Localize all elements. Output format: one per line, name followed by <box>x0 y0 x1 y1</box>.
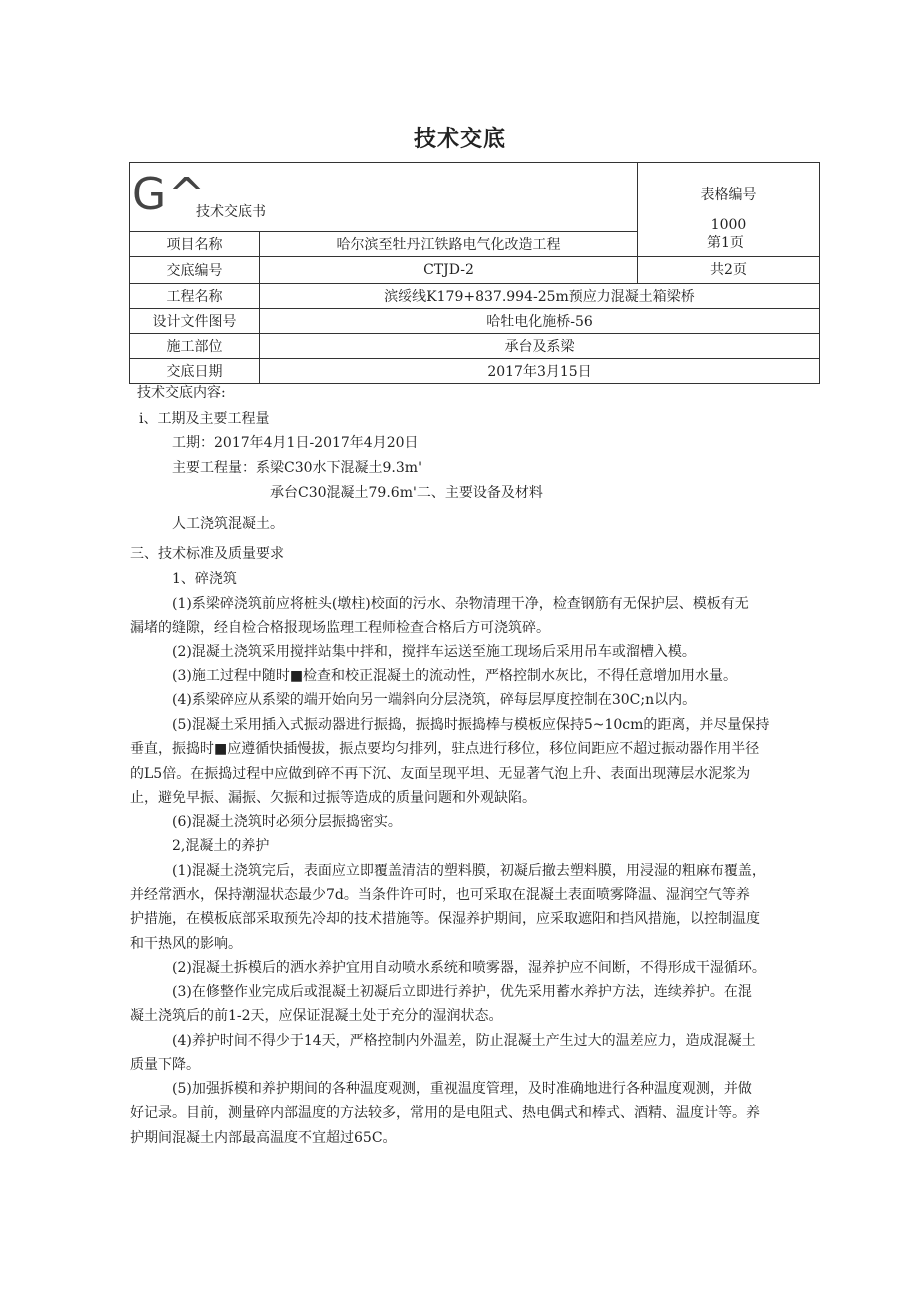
subsection-heading: 1、碎浇筑 <box>172 571 237 587</box>
content-line: 好记录。目前，测量碎内部温度的方法较多，常用的是电阻式、热电偶式和棒式、酒精、温度计等。养 <box>130 1105 760 1121</box>
row-label: 交底编号 <box>130 257 260 284</box>
content-line: 质量下降。 <box>130 1057 200 1073</box>
book-title: 技术交底书 <box>196 204 266 220</box>
form-number-label: 表格编号 <box>700 186 757 203</box>
page-current-label: 第1页 <box>707 235 744 251</box>
content-line: (5)混凝土采用插入式振动器进行振捣，振捣时振捣棒与模板应保持5~10cm的距离，并尽量保持 <box>172 717 770 733</box>
content-line: 并经常洒水，保持潮湿状态最少7d。当条件许可时，也可采取在混凝土表面喷雾降温、湿润空气等养 <box>130 887 750 903</box>
info-table <box>129 162 820 384</box>
form-number-value: 1000 <box>710 216 747 233</box>
row-value: 哈尔滨至牡丹江铁路电气化改造工程 <box>260 232 638 257</box>
content-line: 垂直，振捣时■应遵循快插慢拔，振点要均匀排列，驻点进行移位，移位间距应不超过振动器作用半径 <box>130 741 760 757</box>
content-line: 漏堵的缝隙，经自检合格报现场监理工程师检查合格后方可浇筑碎。 <box>130 620 550 636</box>
content-line: (3)在修整作业完成后或混凝土初凝后立即进行养护，优先采用蓄水养护方法，连续养护。在混 <box>172 984 752 1000</box>
content-line: (4)养护时间不得少于14天，严格控制内外温差，防止混凝土产生过大的温差应力，造成混凝土 <box>172 1033 756 1049</box>
content-line: (4)系梁碎应从系梁的端开始向另一端斜向分层浇筑，碎每层厚度控制在30C;n以内。 <box>172 692 697 708</box>
content-line: 承台C30混凝土79.6m'二、主要设备及材料 <box>270 485 543 501</box>
content-line: (2)混凝土拆模后的洒水养护宜用自动喷水系统和喷雾器，湿养护应不间断，不得形成干湿循环。 <box>172 960 766 976</box>
subsection-heading: 2,混凝土的养护 <box>172 838 270 854</box>
content-line: 凝土浇筑后的前1-2天，应保证混凝土处于充分的湿润状态。 <box>130 1008 503 1024</box>
content-line: (2)混凝土浇筑采用搅拌站集中拌和，搅拌车运送至施工现场后采用吊车或溜槽入模。 <box>172 644 696 660</box>
row-label: 设计文件图号 <box>130 309 260 334</box>
row-value: 滨绥线K179+837.994-25m预应力混凝土箱梁桥 <box>260 284 820 309</box>
page-current: 共2页 <box>710 262 747 278</box>
content-line: (5)加强拆模和养护期间的各种温度观测，重视温度管理，及时准确地进行各种温度观测，并做 <box>172 1081 752 1097</box>
content-line: 护期间混凝土内部最高温度不宜超过65C。 <box>130 1130 397 1146</box>
content-line: (1)系梁碎浇筑前应将桩头(墩柱)校面的污水、杂物清理干净，检查钢筋有无保护层、模板有无 <box>172 596 749 612</box>
content-line: 护措施，在模板底部采取预先冷却的技术措施等。保湿养护期间，应采取遮阳和挡风措施，以控制温度 <box>130 911 760 927</box>
content-line: (3)施工过程中随时■检查和校正混凝土的流动性，严格控制水灰比，不得任意增加用水量。 <box>172 668 738 684</box>
content-line: 技术交底内容: <box>137 385 226 401</box>
content-line: 和干热风的影响。 <box>130 936 242 952</box>
row-label: 项目名称 <box>130 232 260 257</box>
page-title: 技术交底 <box>413 127 506 152</box>
company-logo: G^ <box>132 169 207 220</box>
header-cell <box>130 163 638 232</box>
row-label: 施工部位 <box>130 334 260 359</box>
row-label: 交底日期 <box>130 359 260 384</box>
content-line: 主要工程量：系梁C30水下混凝土9.3m' <box>172 460 422 476</box>
content-line: 工期：2017年4月1日-2017年4月20日 <box>172 435 419 451</box>
row-value: 2017年3月15日 <box>260 359 820 384</box>
content-line: 的L5倍。在振捣过程中应做到碎不再下沉、友面呈现平坦、无显著气泡上升、表面出现薄层水泥浆为 <box>130 766 751 782</box>
content-line: (1)混凝土浇筑完后，表面应立即覆盖清洁的塑料膜，初凝后撤去塑料膜，用浸湿的粗麻布覆盖， <box>172 863 766 879</box>
row-value: 承台及系梁 <box>260 334 820 359</box>
row-value: CTJD-2 <box>260 257 638 284</box>
section-heading: i、工期及主要工程量 <box>139 411 270 427</box>
content-line: 止，避免早振、漏振、欠振和过振等造成的质量问题和外观缺陷。 <box>130 790 536 806</box>
content-line: 人工浇筑混凝土。 <box>172 516 284 532</box>
row-label: 工程名称 <box>130 284 260 309</box>
content-line: (6)混凝土浇筑时必须分层振捣密实。 <box>172 814 402 830</box>
row-value: 哈牡电化施桥-56 <box>260 309 820 334</box>
page-count-cell <box>638 257 820 284</box>
section-heading: 三、技术标准及质量要求 <box>130 546 284 562</box>
